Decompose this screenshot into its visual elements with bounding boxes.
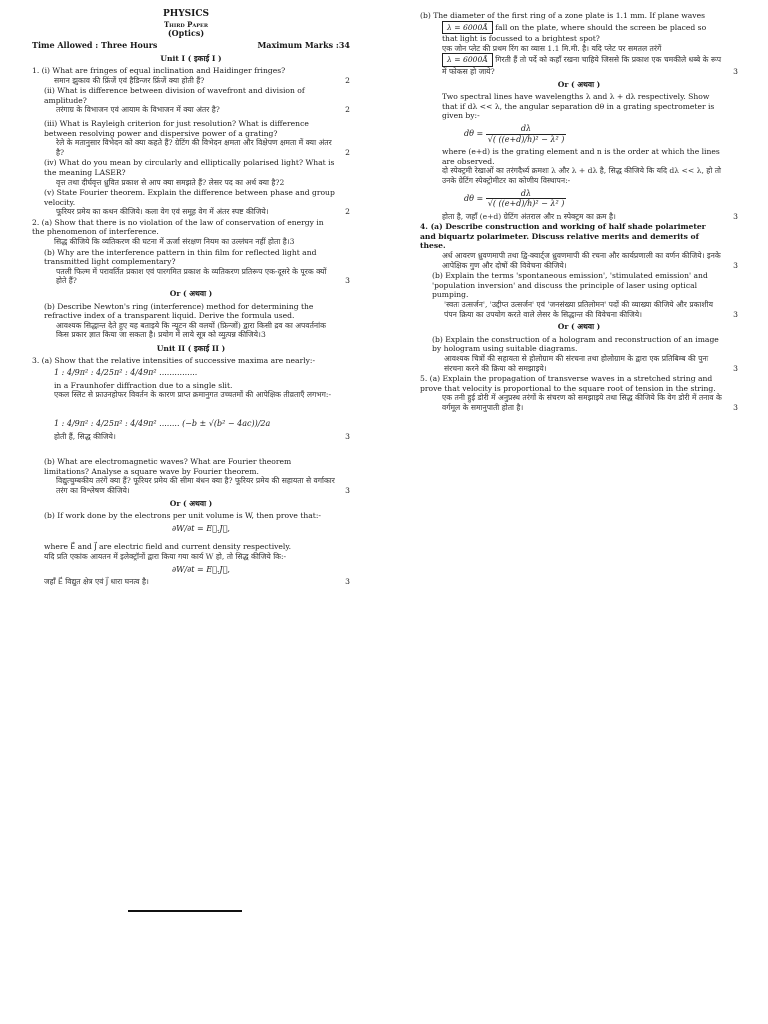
marks: 2 [345, 75, 350, 85]
question-3b-alt: (b) If work done by the electrons per unit volume is W, then prove that:- ∂W/∂t = E⃗.J⃗, where E⃗ and J⃗ are electric field and current density respectively. यदि प्रति एकांक आयतन में इलेक्ट्रॉनों द्वारा किया गया कार्य W हो, तो सिद्ध कीजिये कि:- ∂W/∂t = E⃗.J⃗, जहाँ E⃗ विद्युत क्षेत्र एवं J⃗ धारा घनत्व है। 3 [44, 511, 350, 587]
question-1-iii: (iii) What is Rayleigh criterion for just resolution? What is difference between resolving power and dispersive power of a grating? रेले के मतानुसार विभेदन को क्या कहते हैं? ग्रेटिंग की विभेदन क्षमता और विक्षेपण क्षमता में क्या अंतर है? 2 [44, 118, 350, 157]
or-separator: Or ( अथवा ) [557, 79, 601, 89]
question-1-v: (v) State Fourier theorem. Explain the difference between phase and group velocity. फूरियर प्रमेय का कथन कीजिये। कला वेग एवं समूह वेग में अंतर स्पष्ट कीजिये। 2 [44, 188, 350, 217]
marks: 3 [733, 363, 738, 373]
question-5a: 5. (a) Explain the propagation of transverse waves in a stretched string and prove that velocity is proportional to the square root of tension in the string. एक तनी हुई डोरी में अनुप्रस्थ तरंगों के संचरण को समझाइये तथा सिद्ध कीजिये कि वेग डोरी में तनाव के वर्गमूल के समानुपाती होता है। 3 [420, 374, 738, 412]
marks: 3 [733, 211, 738, 221]
question-3a: 3. (a) Show that the relative intensities of successive maxima are nearly:- 1 : 4/9π² : 4/25π² : 4/49π² ............... in a Fraunhofer diffraction due to a single slit. एकल स्लिट से फ्राउनहोफर विवर्तन के कारण प्राप्त क्रमानुगत उच्चतमों की आपेक्षिक तीव्रताएँ लगभग:- 1 : 4/9π² : 4/25π² : 4/49π² ........ (−b ± √(b² − 4ac))/2a होती हैं, सिद्ध कीजिये। 3 [32, 355, 350, 441]
marks: 2 [345, 105, 350, 115]
subject-title: PHYSICS [162, 9, 210, 19]
question-4b-laser: (b) Explain the terms 'spontaneous emission', 'stimulated emission' and 'population inversion' and discuss the principle of laser using optical pumping. 'स्वतः उत्सर्जन', 'उद्दीप्त उत्सर्जन' एवं 'जनसंख्या प्रतिलोमन' पदों की व्याख्या कीजिये और प्रकाशीय पंपन क्रिया का उपयोग करते वाले लेसर के सिद्धान्त की विवेचना कीजिये। 3 [432, 271, 738, 319]
question-1-iv: (iv) What do you mean by circularly and elliptically polarised light? What is the meaning LASER? वृत्त तथा दीर्घवृत्त ध्रुवित प्रकाश से आप क्या समझते हैं? लेसर पद का अर्थ क्या है?2 [44, 158, 335, 187]
question-2b-alt: (b) Describe Newton's ring (interference) method for determining the refractive index of a transparent liquid. Derive the formula used. आवश्यक सिद्धान्त देते हुए यह बताइये कि न्यूटन की वलयों (फ्रिन्जों) द्वारा किसी द्रव का अपवर्तनांक किस प्रकार ज्ञात किया जा सकता है। प्रयोग में लाये सूत्र को व्युत्पन्न कीजिये।3 [44, 301, 326, 340]
marks: 3 [345, 577, 350, 587]
marks: 3 [345, 431, 350, 441]
footer-rule [128, 910, 242, 912]
question-1-ii: (ii) What is difference between division of wavefront and division of amplitude? तरंगाग्र के विभाजन एवं आयाम के विभाजन में क्या अंतर है? 2 [44, 86, 350, 115]
intensity-ratio-formula-2: 1 : 4/9π² : 4/25π² : 4/49π² ........ (−b ± √(b² − 4ac))/2a [54, 418, 271, 428]
power-formula-2: ∂W/∂t = E⃗.J⃗, [172, 564, 230, 574]
question-spectral-lines: Two spectral lines have wavelengths λ and λ + dλ respectively. Show that if dλ << λ, the angular separation dθ in a grating spectrometer is given by:- dθ = $\frac{d\lambda}{\text{√( ((e+d)/h)² − λ² )}}$ where (e+d) is the grating element and n is the order at which the lines are observed. दो स्पेक्ट्रमी रेखाओं का तरंगदैर्ध्य क्रमशः λ और λ + dλ है, सिद्ध कीजिये कि यदि dλ << λ, हो तो उनके ग्रेटिंग स्पेक्ट्रोमीटर का कोणीय विस्थापन:- dθ = $\frac{d\lambda}{\text{√( ((e+d)/h)² − λ² )}}$ होता है, जहाँ (e+d) ग्रेटिंग अंतराल और n स्पेक्ट्रम का क्रम है। 3 [442, 92, 738, 221]
question-1-i: 1. (i) What are fringes of equal inclination and Haidinger fringes? समान झुकाव की फ्रिंजें एवं हैडिन्जर फ्रिंजें क्या होती हैं? 2 [32, 65, 350, 85]
wavelength-box: λ = 6000Å [442, 21, 493, 35]
question-2b: (b) Why are the interference pattern in thin film for reflected light and transmitted light complementary? पतली फिल्म में परावर्तित प्रकाश एवं पारगमित प्रकाश के व्यतिकरण प्रतिरूप एक-दूसरे के पूरक क्यों होते हैं? 3 [44, 247, 350, 286]
marks: 3 [345, 276, 350, 286]
time-marks-row [32, 41, 350, 51]
question-4a: 4. (a) Describe construction and working of half shade polarimeter and biquartz polarimeter. Discuss relative merits and demerits of these. अर्ध आवरण ध्रुवणमापी तथा द्वि-क्वार्ट्ज ध्रुवणमापी की रचना और कार्यप्रणाली का वर्णन कीजिये। इनके आपेक्षिक गुण और दोषों की विवेचना कीजिये। 3 [420, 222, 738, 270]
unit-heading: Unit II ( इकाई II ) [156, 344, 226, 353]
marks: 2 [345, 207, 350, 217]
marks: 2 [345, 147, 350, 157]
or-separator: Or ( अथवा ) [169, 289, 213, 299]
right-column [420, 10, 738, 414]
left-column [32, 10, 350, 588]
power-formula: ∂W/∂t = E⃗.J⃗, [172, 523, 230, 533]
angular-separation-formula-hi: dθ = $\frac{d\lambda}{\text{√( ((e+d)/h)² − λ² )}}$ [464, 188, 565, 209]
marks: 3 [733, 402, 738, 412]
topic-title: (Optics) [167, 28, 205, 39]
question-2a: 2. (a) Show that there is no violation of the law of conservation of energy in the phenomenon of interference. सिद्ध कीजिये कि व्यतिकरण की घटना में ऊर्जा संरक्षण नियम का उल्लंघन नहीं होता है।3 [32, 217, 324, 247]
intensity-ratio-formula: 1 : 4/9π² : 4/25π² : 4/49π² ............... [54, 368, 198, 378]
unit-heading: Unit I ( इकाई I ) [160, 54, 222, 64]
marks: 3 [345, 485, 350, 495]
paper-title: Third Paper [163, 19, 209, 29]
wavelength-box-hi: λ = 6000Å [442, 53, 493, 67]
maximum-marks: Maximum Marks :34 [257, 39, 350, 50]
marks: 3 [733, 309, 738, 319]
time-allowed: Time Allowed : Three Hours [32, 39, 158, 50]
or-separator: Or ( अथवा ) [557, 322, 601, 332]
question-4b-hologram: (b) Explain the construction of a hologram and reconstruction of an image by hologram using suitable diagrams. आवश्यक चित्रों की सहायता से होलोग्राम की संरचना तथा होलोग्राम के द्वारा एक प्रतिबिम्ब की पुनः संरचना करने की क्रिया को समझाइये। 3 [432, 334, 738, 373]
marks: 3 [733, 66, 738, 76]
question-3b: (b) What are electromagnetic waves? What are Fourier theorem limitations? Analyse a square wave by Fourier theorem. विद्युत्चुम्बकीय तरंगें क्या हैं? फूरियर प्रमेय की सीमा बंधन क्या है? फूरियर प्रमेय की सहायता से वर्गाकार तरंग का विश्लेषण कीजिये। 3 [44, 457, 350, 495]
or-separator: Or ( अथवा ) [169, 498, 213, 508]
angular-separation-formula: dθ = $\frac{d\lambda}{\text{√( ((e+d)/h)² − λ² )}}$ [464, 123, 565, 144]
marks: 3 [733, 260, 738, 270]
question-zone-plate: (b) The diameter of the first ring of a zone plate is 1.1 mm. If plane waves λ = 6000Å fall on the plate, where should the screen be placed so that light is focussed to a brightest spot? एक जोन प्लेट की प्रथम रिंग का व्यास 1.1 मि.मी. है। यदि प्लेट पर समतल तरंगें λ = 6000Å गिरती हैं तो पर्दे को कहाँ रखना चाहिये जिससे कि प्रकाश एक चमकीले धब्बे के रूप में फोकस हो जाये? 3 [420, 11, 738, 76]
